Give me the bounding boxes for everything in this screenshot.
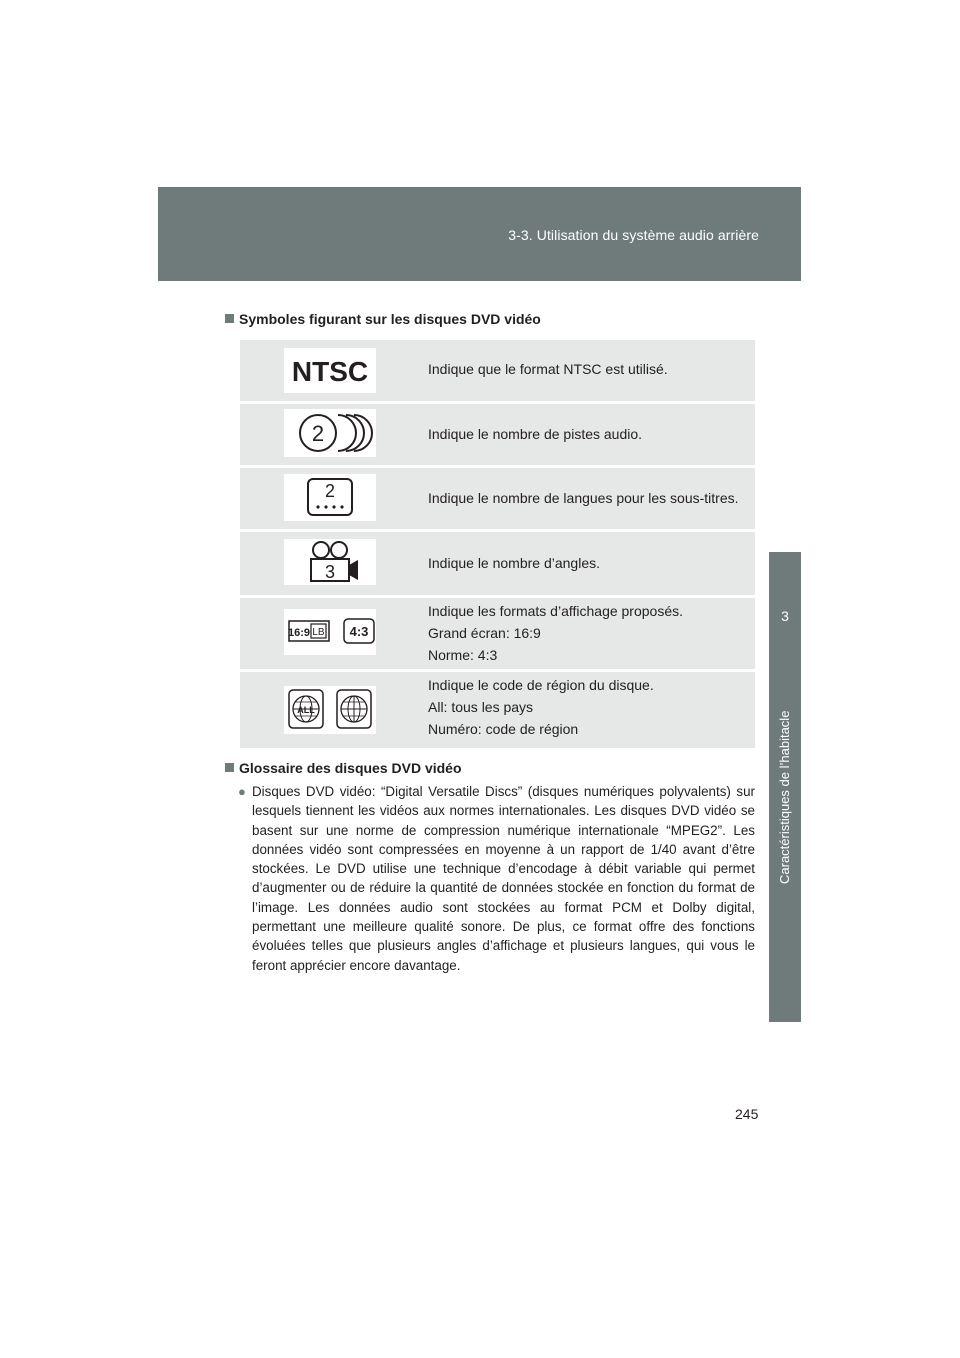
symbol-row <box>240 468 755 529</box>
audio-tracks-icon-text: 2 <box>311 421 325 446</box>
symbol-line: Indique le nombre de langues pour les sous-titres. <box>428 490 739 506</box>
page-number: 245 <box>735 1106 759 1122</box>
symbol-description <box>428 423 642 445</box>
bullet-circle-icon: ● <box>238 784 246 799</box>
aspect-lb-text: LB <box>312 627 325 638</box>
aspect-169-text: 16:9 <box>287 627 311 639</box>
symbol-row <box>240 598 755 669</box>
glossary-heading <box>225 760 462 776</box>
glossary-text: Disques DVD vidéo: “Digital Versatile Discs” (disques numériques polyvalents) sur lesquels tiennent les vidéos aux normes internationales. Les disques DVD vidéo se basent sur une norme de compression numérique internationale “MPEG2”. Les données vidéo sont compressées en moyenne à un rapport de 1/40 avant d’être stockées. Le DVD utilise une technique d’encodage à débit variable qui permet d’augmenter ou de réduire la quantité de données stockée en fonction du format de l’image. Les données audio sont stockées au format PCM et Dolby digital, permettant une meilleure qualité sonore. De plus, ce format offre des fonctions évoluées telles que plusieurs angles d’affichage et plusieurs langues, qui vous le feront apprécier encore davantage. <box>252 784 755 973</box>
region-all-text: ALL <box>297 705 315 715</box>
symbol-line: Indique les formats d’affichage proposés. <box>428 603 684 619</box>
symbol-line: Numéro: code de région <box>428 721 579 737</box>
symbol-description <box>428 358 668 380</box>
symbol-description <box>428 552 600 574</box>
aspect-ratio-icon <box>284 609 376 655</box>
subtitles-icon-text: 2 <box>324 481 336 501</box>
symbol-line: All: tous les pays <box>428 699 534 715</box>
region-code-icon <box>284 686 376 734</box>
chapter-label: Caractéristiques de l’habitacle <box>777 710 792 884</box>
symbols-heading-text: Symboles figurant sur les disques DVD vidéo <box>239 311 541 327</box>
glossary-heading-text: Glossaire des disques DVD vidéo <box>239 760 462 776</box>
symbol-description <box>428 674 654 740</box>
chapter-header-band <box>158 187 801 281</box>
symbol-line: Indique le nombre d’angles. <box>428 555 601 571</box>
symbol-line: Grand écran: 16:9 <box>428 625 541 641</box>
angles-icon-text: 3 <box>324 562 336 582</box>
glossary-item <box>238 782 755 975</box>
symbol-row <box>240 340 755 401</box>
audio-tracks-icon <box>284 409 376 457</box>
chapter-number: 3 <box>781 608 789 624</box>
section-title: 3-3. Utilisation du système audio arrière <box>508 227 759 243</box>
aspect-43-text: 4:3 <box>349 624 369 639</box>
symbol-line: Indique que le format NTSC est utilisé. <box>428 361 668 377</box>
symbol-line: Indique le nombre de pistes audio. <box>428 426 643 442</box>
symbol-description <box>428 487 739 509</box>
symbol-row <box>240 672 755 748</box>
symbol-line: Norme: 4:3 <box>428 647 498 663</box>
heading-square-icon <box>225 314 234 323</box>
ntsc-icon <box>284 348 376 393</box>
symbol-row <box>240 532 755 595</box>
symbols-heading <box>225 311 541 327</box>
symbol-line: Indique le code de région du disque. <box>428 677 654 693</box>
symbol-row <box>240 404 755 465</box>
ntsc-icon-text: NTSC <box>291 356 369 387</box>
chapter-side-tab <box>769 552 801 1022</box>
subtitles-icon <box>284 474 376 521</box>
heading-square-icon <box>225 763 234 772</box>
symbol-description <box>428 600 683 666</box>
angles-icon <box>284 539 376 585</box>
